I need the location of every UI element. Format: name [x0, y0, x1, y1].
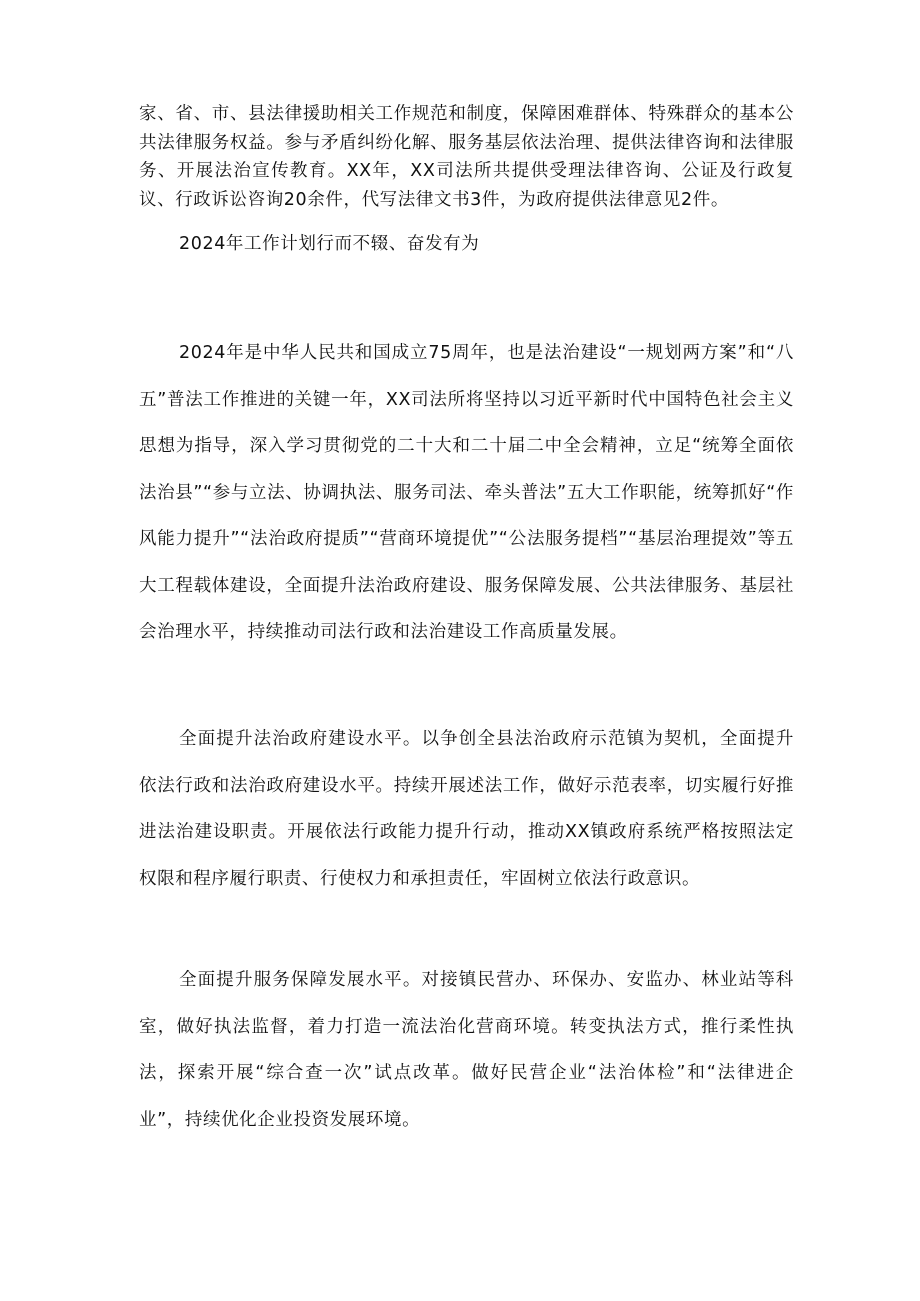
paragraph-2024-intro: 2024年是中华人民共和国成立75周年，也是法治建设“一规划两方案”和“八五”普法工作推进的关键一年，XX司法所将坚持以习近平新时代中国特色社会主义思想为指导，深入学习贯彻党的二十大和二十届二中全会精神，立足“统筹全面依法治县”“参与立法、协调执法、服务司法、牵头普法”五大工作职能，统筹抓好“作风能力提升”“法治政府提质”“营商环境提优”“公法服务提档”“基层治理提效”等五大工程载体建设，全面提升法治政府建设、服务保障发展、公共法律服务、基层社会治理水平，持续推动司法行政和法治建设工作高质量发展。 — [139, 343, 794, 642]
paragraph-service-development: 全面提升服务保障发展水平。对接镇民营办、环保办、安监办、林业站等科室，做好执法监督，着力打造一流法治化营商环境。转变执法方式，推行柔性执法，探索开展“综合查一次”试点改革。做好民营企业“法治体检”和“法律进企业”，持续优化企业投资发展环境。 — [139, 970, 794, 1130]
paragraph-rule-of-law-government: 全面提升法治政府建设水平。以争创全县法治政府示范镇为契机，全面提升依法行政和法治政府建设水平。持续开展述法工作，做好示范表率，切实履行好推进法治建设职责。开展依法行政能力提升行动，推动XX镇政府系统严格按照法定权限和程序履行职责、行使权力和承担责任，牢固树立依法行政意识。 — [139, 729, 794, 889]
paragraph-legal-aid-summary: 家、省、市、县法律援助相关工作规范和制度，保障困难群体、特殊群众的基本公共法律服务权益。参与矛盾纠纷化解、服务基层依法治理、提供法律咨询和法律服务、开展法治宣传教育。XX年，XX司法所共提供受理法律咨询、公证及行政复议、行政诉讼咨询20余件，代写法律文书3件，为政府提供法律意见2件。 — [139, 104, 794, 210]
section-heading-2024-plan: 2024年工作计划行而不辍、奋发有为 — [179, 234, 480, 254]
